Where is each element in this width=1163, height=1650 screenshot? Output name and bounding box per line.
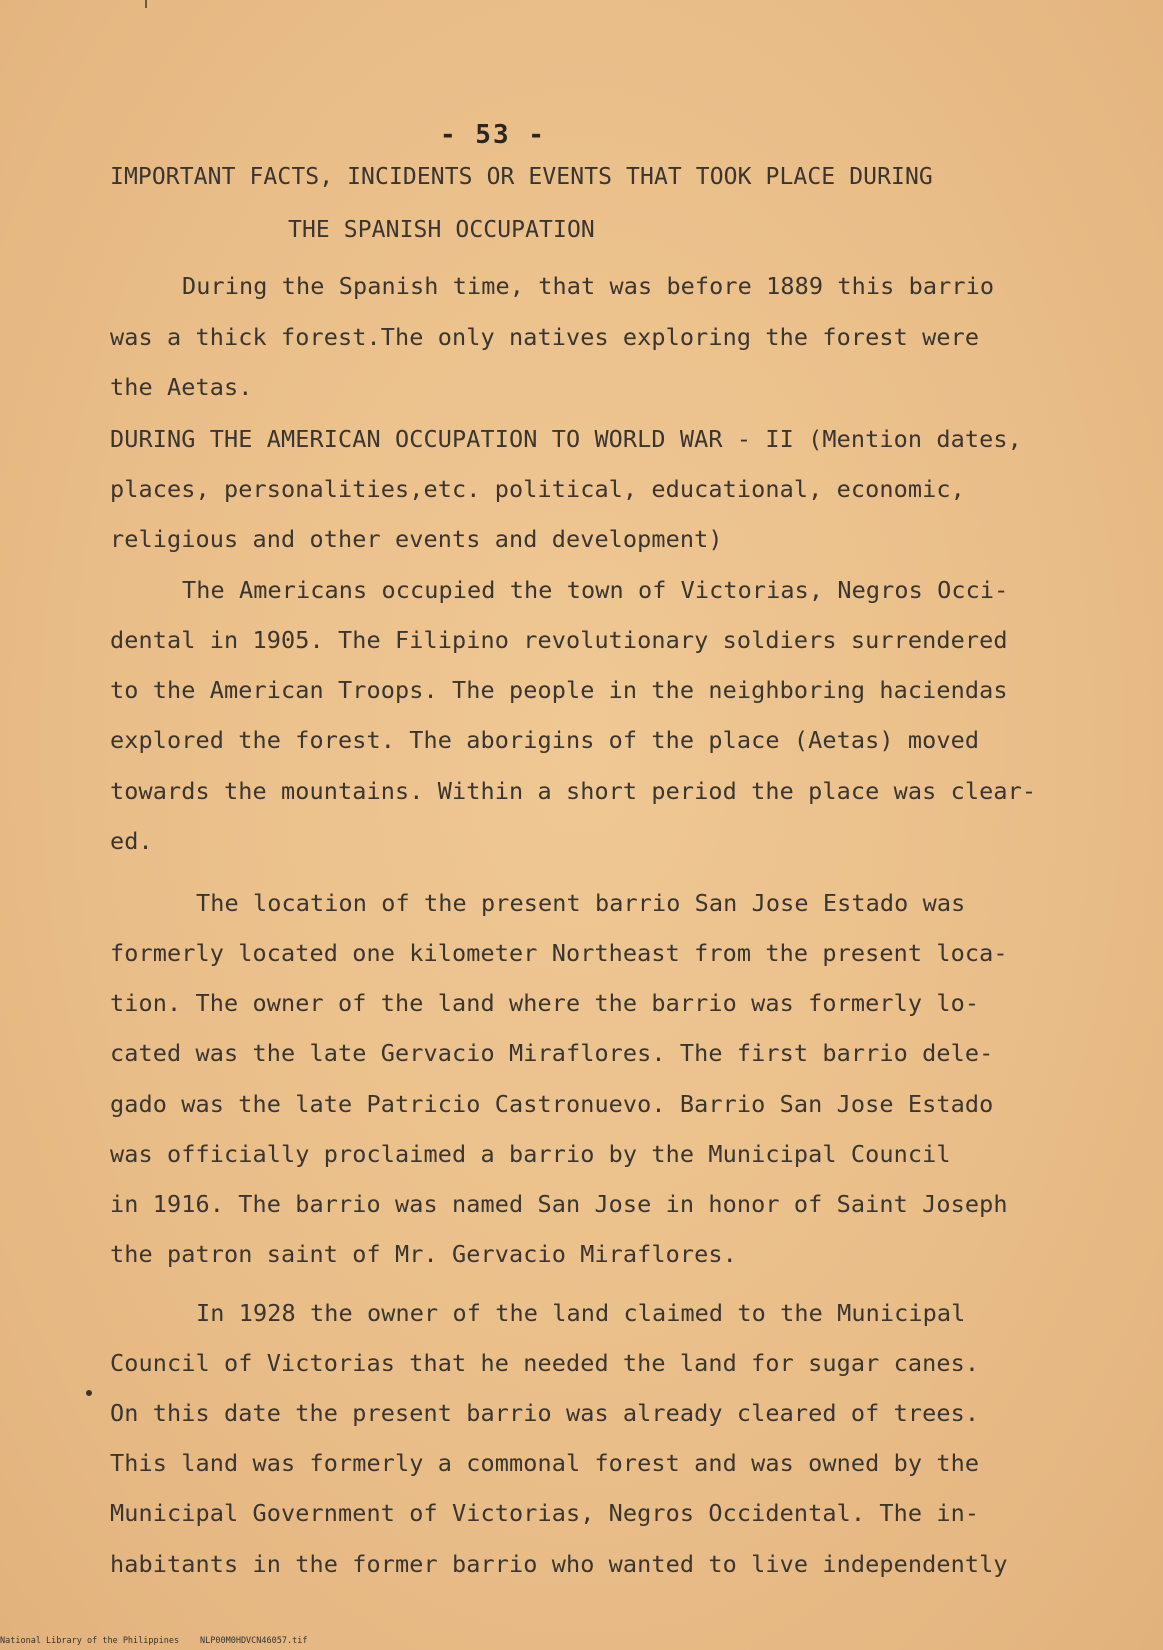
body-line: was officially proclaimed a barrio by the Municipal Council	[110, 1140, 951, 1168]
footer-filename: NLP00M0HDVCN46057.tif	[200, 1636, 308, 1646]
body-line: the Aetas.	[110, 373, 253, 401]
body-line: gado was the late Patricio Castronuevo. Barrio San Jose Estado	[110, 1090, 994, 1118]
body-line: tion. The owner of the land where the barrio was formerly lo-	[110, 989, 980, 1017]
body-line: Municipal Government of Victorias, Negros Occidental. The in-	[110, 1499, 980, 1527]
body-line: In 1928 the owner of the land claimed to the Municipal	[196, 1299, 966, 1327]
footer-library: National Library of the Philippines	[0, 1636, 180, 1646]
body-line: explored the forest. The aborigins of the place (Aetas) moved	[110, 726, 980, 754]
body-line: The Americans occupied the town of Victorias, Negros Occi-	[182, 576, 1009, 604]
body-line: the patron saint of Mr. Gervacio Miraflores.	[110, 1240, 737, 1268]
body-line: habitants in the former barrio who wanted to live independently	[110, 1550, 1008, 1578]
margin-mark	[145, 0, 147, 8]
body-line: The location of the present barrio San Jose Estado was	[196, 889, 966, 917]
body-line: to the American Troops. The people in the neighboring haciendas	[110, 676, 1008, 704]
page-number: - 53 -	[440, 120, 546, 150]
body-line: places, personalities,etc. political, educational, economic,	[110, 475, 965, 503]
body-line: On this date the present barrio was already cleared of trees.	[110, 1399, 980, 1427]
body-line: This land was formerly a commonal forest and was owned by the	[110, 1449, 980, 1477]
body-line: formerly located one kilometer Northeast from the present loca-	[110, 939, 1008, 967]
body-line: Council of Victorias that he needed the land for sugar canes.	[110, 1349, 980, 1377]
heading-line-2: THE SPANISH OCCUPATION	[288, 217, 595, 243]
body-line: was a thick forest.The only natives exploring the forest were	[110, 323, 980, 351]
body-line: During the Spanish time, that was before 1889 this barrio	[182, 272, 995, 300]
body-line: religious and other events and development)	[110, 525, 723, 553]
section-heading-line: DURING THE AMERICAN OCCUPATION TO WORLD WAR - II (Mention dates,	[110, 425, 1022, 453]
body-line: cated was the late Gervacio Miraflores. The first barrio dele-	[110, 1039, 994, 1067]
margin-dot	[86, 1390, 92, 1396]
body-line: towards the mountains. Within a short period the place was clear-	[110, 777, 1037, 805]
body-line: in 1916. The barrio was named San Jose in honor of Saint Joseph	[110, 1190, 1008, 1218]
heading-line-1: IMPORTANT FACTS, INCIDENTS OR EVENTS THAT TOOK PLACE DURING	[110, 164, 933, 190]
body-line: dental in 1905. The Filipino revolutionary soldiers surrendered	[110, 626, 1008, 654]
body-line: ed.	[110, 827, 153, 855]
